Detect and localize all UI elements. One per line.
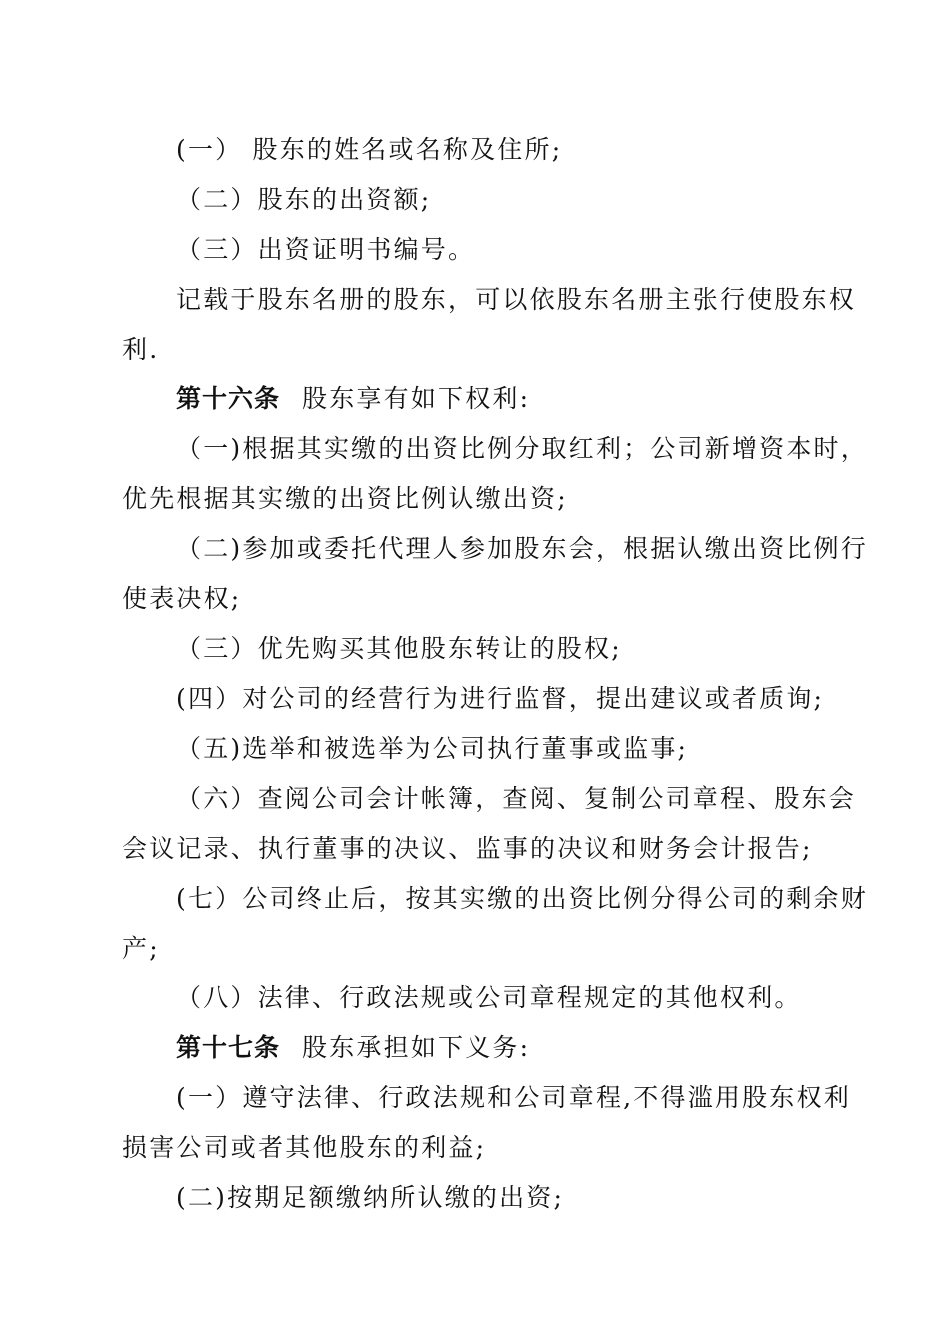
text-line: (四）对公司的经营行为进行监督，提出建议或者质询; (176, 684, 825, 713)
text-line: (一） 股东的姓名或名称及住所; (176, 135, 563, 164)
article-heading-17: 第十七条 股东承担如下义务: (176, 1033, 531, 1062)
article-number: 第十七条 (176, 1033, 281, 1062)
text-line: 损害公司或者其他股东的利益; (122, 1133, 487, 1162)
text-line: 会议记录、执行董事的决议、监事的决议和财务会计报告; (122, 834, 813, 863)
text-line: （五)选举和被选举为公司执行董事或监事; (176, 734, 689, 763)
text-line: （二）股东的出资额; (176, 185, 432, 214)
article-heading-16: 第十六条 股东享有如下权利: (176, 384, 531, 413)
text-line: (二)按期足额缴纳所认缴的出资; (176, 1183, 565, 1212)
text-line: （一)根据其实缴的出资比例分取红利；公司新增资本时， (176, 434, 868, 463)
text-line: (七）公司终止后，按其实缴的出资比例分得公司的剩余财 (176, 884, 868, 913)
text-line: 优先根据其实缴的出资比例认缴出资; (122, 484, 568, 513)
text-line: 记载于股东名册的股东，可以依股东名册主张行使股东权 (176, 285, 857, 314)
text-line: 利. (122, 335, 160, 364)
text-line: (一）遵守法律、行政法规和公司章程,不得滥用股东权利 (176, 1083, 851, 1112)
text-line: （二)参加或委托代理人参加股东会，根据认缴出资比例行 (176, 534, 868, 563)
text-line: （六）查阅公司会计帐簿，查阅、复制公司章程、股东会 (176, 784, 857, 813)
text-line: （三）出资证明书编号。 (176, 235, 476, 264)
article-number: 第十六条 (176, 384, 281, 413)
text-line: （三）优先购买其他股东转让的股权; (176, 634, 622, 663)
text-line: （八）法律、行政法规或公司章程规定的其他权利。 (176, 983, 802, 1012)
text-line: 使表决权; (122, 584, 242, 613)
text-line: 产; (122, 934, 160, 963)
